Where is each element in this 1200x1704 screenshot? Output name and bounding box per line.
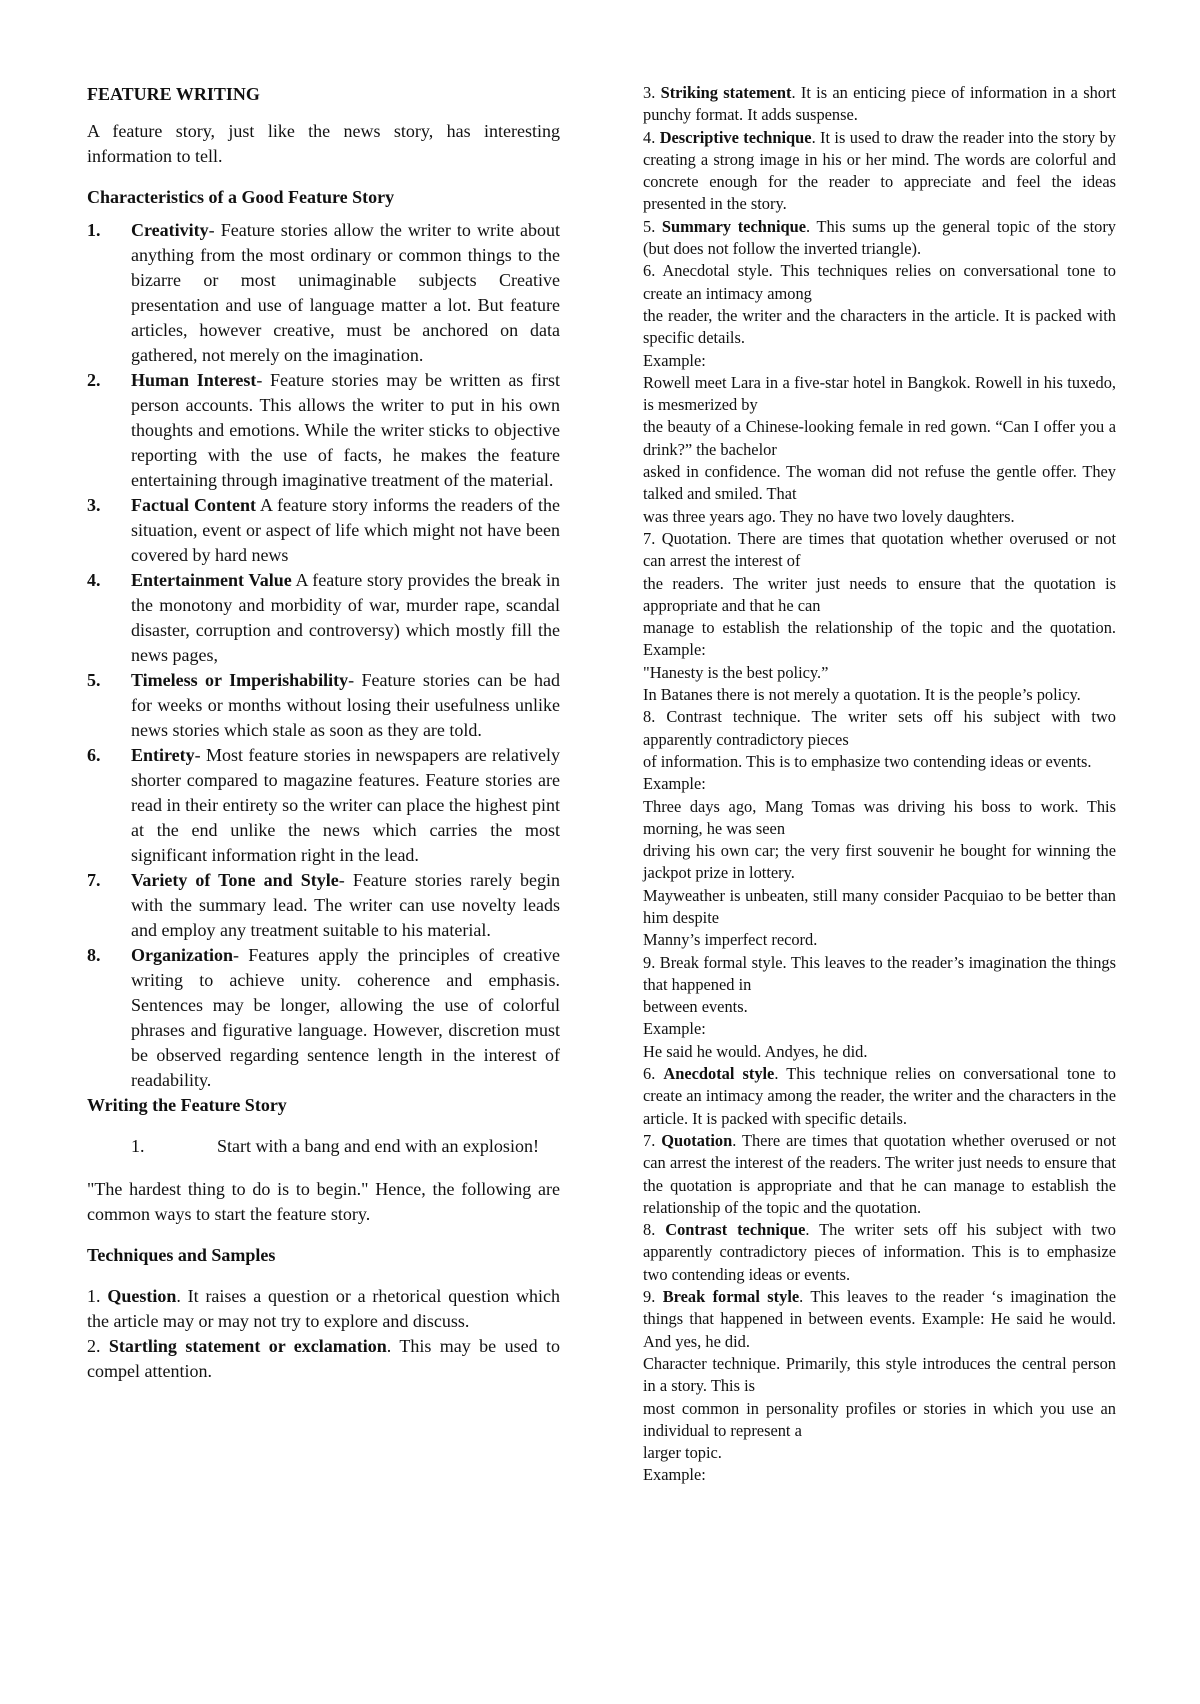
right-line <box>643 506 1116 528</box>
writing-item-number: 1. <box>131 1136 145 1156</box>
right-line <box>643 305 1116 350</box>
line-text: 5. <box>643 216 662 236</box>
line-text: . It is used to draw the reader into the story by creating a strong image in his or her mind. The words are colorful and concrete enough for the reader to appreciate and feel the ideas presented in the story. <box>643 127 1116 214</box>
right-line <box>643 1464 1116 1486</box>
line-text: . There are times that quotation whether overused or not can arrest the interest of the readers. The writer just needs to ensure that the quotation is appropriate and that he can manage to establish the relationship of the topic and the quotation. <box>643 1130 1116 1217</box>
characteristic-separator: - <box>256 370 271 390</box>
writing-item-text: Start with a bang and end with an explosion! <box>217 1136 539 1156</box>
technique-question <box>87 1284 560 1334</box>
technique-term: Anecdotal style <box>663 1064 775 1084</box>
right-line <box>643 796 1116 841</box>
right-line <box>643 82 1116 127</box>
right-line <box>643 1219 1116 1286</box>
line-text: between events. <box>643 997 748 1017</box>
characteristic-item <box>87 218 560 368</box>
characteristic-item <box>87 568 560 668</box>
characteristic-term: Variety of Tone and Style <box>131 870 339 890</box>
line-text: manage to establish the relationship of the topic and the quotation. Example: <box>643 618 1116 660</box>
characteristic-term: Organization <box>131 945 233 965</box>
characteristic-text: Feature stories allow the writer to write about anything from the most ordinary or common things to the bizarre or most unimaginable subjects Creative presentation and use of language matter a lot. But feature articles, however creative, must be anchored on data gathered, not merely on the imagination. <box>131 220 561 365</box>
right-line <box>643 350 1116 372</box>
page-title: FEATURE WRITING <box>87 84 260 104</box>
line-text: larger topic. <box>643 1443 722 1463</box>
line-text: of information. This is to emphasize two contending ideas or events. <box>643 751 1092 771</box>
technique-number: 1. <box>87 1286 108 1306</box>
left-column <box>87 82 560 1384</box>
characteristic-term: Entirety <box>131 745 195 765</box>
line-text: the readers. The writer just needs to ensure that the quotation is appropriate and that he can <box>643 573 1116 615</box>
characteristic-text: Feature stories can be had for weeks or months without losing their usefulness unlike news stories which stale as soon as they are told. <box>131 670 560 740</box>
technique-text: . It raises a question or a rhetorical question which the article may or may not try to explore and discuss. <box>87 1286 560 1331</box>
right-line <box>643 751 1116 773</box>
hardest-paragraph: "The hardest thing to do is to begin." Hence, the following are common ways to start the feature story. <box>87 1179 560 1224</box>
characteristic-term: Entertainment Value <box>131 570 292 590</box>
right-line <box>643 528 1116 573</box>
characteristic-term: Factual Content <box>131 495 256 515</box>
technique-term: Startling statement or exclamation <box>108 1336 387 1356</box>
characteristic-text: Feature stories may be written as first person accounts. This allows the writer to put in his own thoughts and emotions. While the writer sticks to objective reporting with the use of facts, he makes the feature entertaining through imaginative treatment of the material. <box>131 370 560 490</box>
line-text: . It is an enticing piece of information in a short punchy format. It adds suspense. <box>643 83 1117 125</box>
line-text: Example: <box>643 350 706 370</box>
characteristic-number: 1. <box>87 220 101 240</box>
line-text: 6. Anecdotal style. This techniques relies on conversational tone to create an intimacy among <box>643 261 1116 303</box>
technique-startling <box>87 1334 560 1384</box>
characteristic-separator: - <box>194 745 207 765</box>
line-text: 9. Break formal style. This leaves to the reader’s imagination the things that happened in <box>643 952 1116 994</box>
right-line <box>643 706 1116 751</box>
line-text: Example: <box>643 774 706 794</box>
line-text: was three years ago. They no have two lovely daughters. <box>643 506 1015 526</box>
characteristic-term: Human Interest <box>131 370 257 390</box>
characteristic-number: 2. <box>87 370 101 390</box>
technique-term: Striking statement <box>660 83 792 102</box>
technique-term: Contrast technique <box>665 1220 806 1240</box>
line-text: Mayweather is unbeaten, still many consider Pacquiao to be better than him despite <box>643 885 1116 927</box>
right-line <box>643 260 1116 305</box>
characteristic-separator: - <box>208 220 221 240</box>
characteristic-item <box>87 743 560 868</box>
line-text: the beauty of a Chinese-looking female in red gown. “Can I offer you a drink?” the bachelor <box>643 417 1116 459</box>
characteristic-separator: - <box>338 870 353 890</box>
techniques-heading: Techniques and Samples <box>87 1245 276 1265</box>
line-text: 9. <box>643 1287 663 1307</box>
line-text: Example: <box>643 1019 706 1039</box>
right-line <box>643 840 1116 885</box>
line-text: most common in personality profiles or stories in which you use an individual to represent a <box>643 1398 1116 1440</box>
line-text: . This sums up the general topic of the story (but does not follow the inverted triangle). <box>643 216 1117 259</box>
line-text: He said he would. Andyes, he did. <box>643 1041 868 1061</box>
characteristic-item <box>87 368 560 493</box>
right-line <box>643 684 1116 706</box>
characteristic-text: Feature stories rarely begin with the summary lead. The writer can use novelty leads and employ any treatment suitable to his material. <box>131 870 561 940</box>
characteristic-text: A feature story provides the break in the monotony and morbidity of war, murder rape, scandal disaster, corruption and controversy) which mostly fill the news pages, <box>131 570 560 665</box>
characteristics-heading: Characteristics of a Good Feature Story <box>87 187 395 207</box>
line-text: . This technique relies on conversational tone to create an intimacy among the reader, the writer and the characters in the article. It is packed with specific details. <box>643 1064 1116 1128</box>
right-line <box>643 1063 1116 1130</box>
line-text: Rowell meet Lara in a five-star hotel in Bangkok. Rowell in his tuxedo, is mesmerized by <box>643 372 1116 415</box>
line-text: 8. Contrast technique. The writer sets off his subject with two apparently contradictory pieces <box>643 707 1116 749</box>
line-text: 7. <box>643 1130 662 1150</box>
line-text: Manny’s imperfect record. <box>643 930 818 950</box>
right-line <box>643 1018 1116 1040</box>
technique-term: Question <box>107 1286 177 1306</box>
right-line <box>643 1286 1116 1353</box>
line-text: driving his own car; the very first souvenir he bought for winning the jackpot prize in lottery. <box>643 841 1116 883</box>
characteristic-text: Features apply the principles of creative writing to achieve unity. coherence and emphasis. Sentences may be longer, allowing the use of colorful phrases and figurative language. However, discretion must be observed regarding sentence length in the interest of readability. <box>131 945 560 1090</box>
right-line <box>643 952 1116 997</box>
characteristics-list <box>87 218 560 1093</box>
line-text: In Batanes there is not merely a quotation. It is the people’s policy. <box>643 685 1081 705</box>
right-line <box>643 1353 1116 1398</box>
technique-term: Descriptive technique <box>659 127 812 147</box>
line-text: . The writer sets off his subject with two apparently contradictory pieces of information. This is to emphasize two contending ideas or events. <box>643 1220 1116 1284</box>
right-line <box>643 1130 1116 1219</box>
characteristic-term: Creativity <box>131 220 209 240</box>
right-line <box>643 461 1116 506</box>
line-text: the reader, the writer and the characters in the article. It is packed with specific details. <box>643 305 1116 348</box>
characteristic-term: Timeless or Imperishability <box>131 670 349 690</box>
characteristic-item <box>87 493 560 568</box>
right-line <box>643 372 1116 417</box>
right-line <box>643 996 1116 1018</box>
characteristic-item <box>87 668 560 743</box>
right-line <box>643 216 1116 261</box>
technique-number: 2. <box>87 1336 109 1356</box>
right-line <box>643 929 1116 951</box>
line-text: Character technique. Primarily, this style introduces the central person in a story. This is <box>643 1353 1116 1396</box>
technique-text: . This may be used to compel attention. <box>87 1336 560 1381</box>
line-text: 3. <box>643 83 661 102</box>
characteristic-number: 5. <box>87 670 101 690</box>
right-line <box>643 573 1116 618</box>
line-text: asked in confidence. The woman did not refuse the gentle offer. They talked and smiled. That <box>643 462 1116 504</box>
right-line <box>643 1398 1116 1443</box>
characteristic-item <box>87 868 560 943</box>
right-line <box>643 773 1116 795</box>
line-text: 6. <box>643 1064 664 1084</box>
line-text: Example: <box>643 1465 706 1485</box>
line-text: 4. <box>643 127 660 147</box>
right-line <box>643 662 1116 684</box>
technique-term: Quotation <box>661 1130 733 1150</box>
characteristic-number: 4. <box>87 570 101 590</box>
right-line <box>643 127 1116 216</box>
characteristic-number: 7. <box>87 870 101 890</box>
writing-heading: Writing the Feature Story <box>87 1095 287 1115</box>
right-line <box>643 1041 1116 1063</box>
characteristic-number: 6. <box>87 745 101 765</box>
characteristic-number: 8. <box>87 945 101 965</box>
intro-paragraph: A feature story, just like the news story, has interesting information to tell. <box>87 121 560 166</box>
characteristic-number: 3. <box>87 495 101 515</box>
right-line <box>643 885 1116 930</box>
line-text: . This leaves to the reader ‘s imagination the things that happened in between events. Example: He said he would. And yes, he did. <box>643 1287 1117 1351</box>
right-line <box>643 617 1116 662</box>
characteristic-separator: - <box>348 670 362 690</box>
characteristic-text: Most feature stories in newspapers are relatively shorter compared to magazine features. Feature stories are read in their entirety so the writer can place the highest pint at the end unlike the news which carries the most significant information right in the lead. <box>131 745 561 865</box>
right-line <box>643 416 1116 461</box>
right-line <box>643 1442 1116 1464</box>
characteristic-text: A feature story informs the readers of the situation, event or aspect of life which might not have been covered by hard news <box>131 495 560 565</box>
line-text: Three days ago, Mang Tomas was driving his boss to work. This morning, he was seen <box>643 796 1116 838</box>
writing-item <box>87 1134 560 1159</box>
line-text: "Hanesty is the best policy.” <box>643 662 829 682</box>
line-text: 7. Quotation. There are times that quotation whether overused or not can arrest the interest of <box>643 528 1116 571</box>
technique-term: Summary technique <box>661 216 807 236</box>
right-column <box>643 82 1116 1487</box>
line-text: 8. <box>643 1220 666 1240</box>
technique-term: Break formal style <box>662 1287 800 1307</box>
characteristic-separator: - <box>233 945 249 965</box>
characteristic-item <box>87 943 560 1093</box>
